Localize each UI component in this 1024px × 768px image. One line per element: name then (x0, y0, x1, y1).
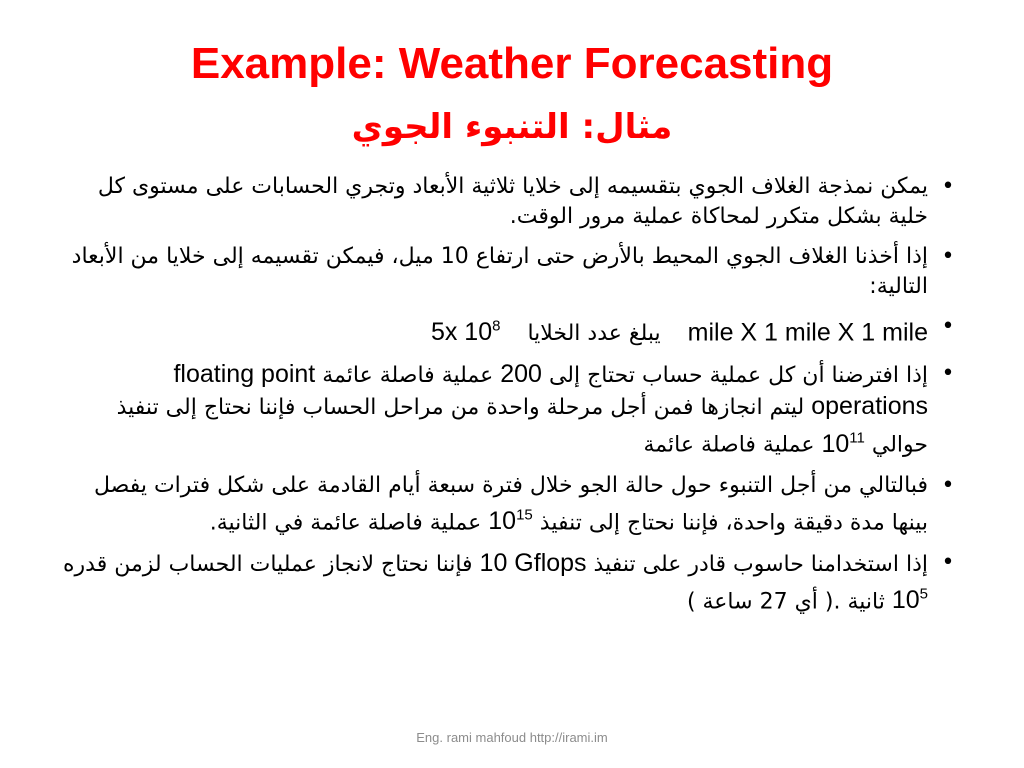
power-value: $10^{11}$ (821, 429, 865, 458)
bullet-text: فبالتالي من أجل التنبوء حول حالة الجو خلال فترة سبعة أيام القادمة على شكل فترات يفصل بينها مدة دقيقة واحدة، فإننا نحتاج إلى تنفيذ (93, 472, 928, 535)
power-value: $10^{15}$ (488, 506, 533, 535)
bullet-text: ليتم انجازها فمن أجل مرحلة واحدة من مراحل الحساب فإننا نحتاج إلى تنفيذ حوالي (116, 395, 928, 458)
footer-credit: Eng. rami mahfoud http://irami.im (416, 730, 608, 745)
bullet-icon: • (941, 244, 955, 269)
exponent: 11 (849, 429, 865, 447)
bullet-icon: • (941, 472, 955, 498)
bullet-text: عملية فاصلة عائمة (315, 363, 501, 389)
gflops-term: 10 Gflops (479, 548, 587, 577)
bullet-item (60, 172, 960, 232)
bullet-text: يمكن نمذجة الغلاف الجوي بتقسيمه إلى خلايا ثلاثية الأبعاد وتجري الحسابات على مستوى كل خلية بشكل متكرر لمحاكاة عملية مرور الوقت. (97, 174, 928, 229)
bullet-item (60, 312, 960, 349)
bullet-item (60, 548, 960, 617)
bullet-item (60, 242, 960, 302)
cell-count: 5x $10^8$ (430, 318, 501, 347)
slide-title: Example: Weather Forecasting (190, 39, 834, 88)
bullet-text: يبلغ عدد الخلايا (527, 321, 661, 347)
bullet-list (60, 172, 960, 627)
bullet-text: إذا استخدامنا حاسوب قادر على تنفيذ (586, 551, 928, 577)
bullet-item (60, 471, 960, 538)
exponent: 5 (919, 585, 928, 603)
power-value: $10^5$ (891, 585, 928, 615)
bullet-item (60, 359, 960, 460)
bullet-icon: • (941, 174, 955, 199)
cell-dimensions: mile X 1 mile X 1 mile (687, 318, 928, 347)
bullet-icon: • (941, 361, 955, 387)
bullet-text: عملية فاصلة عائمة (643, 432, 822, 458)
flops-term: floating point operations (173, 360, 928, 421)
exponent: 15 (516, 506, 533, 524)
bullet-text: إذا أخذنا الغلاف الجوي المحيط بالأرض حتى ارتفاع 10 ميل، فيمكن تقسيمه إلى خلايا من الأبعاد التالية: (71, 244, 928, 299)
bullet-icon: • (941, 549, 955, 575)
bullet-text: عملية فاصلة عائمة في الثانية. (209, 509, 489, 535)
slide-subtitle: مثال: التنبوء الجوي (351, 107, 673, 147)
bullet-text: فإننا نحتاج لانجاز عمليات الحساب لزمن قدره (63, 551, 480, 577)
exponent: 8 (492, 318, 501, 335)
bullet-icon: • (941, 314, 955, 339)
bullet-text: ثانية .( أي 27 ساعة ) (686, 589, 892, 615)
operations-count: 200 (500, 360, 542, 389)
bullet-text: إذا افترضنا أن كل عملية حساب تحتاج إلى (541, 363, 928, 389)
